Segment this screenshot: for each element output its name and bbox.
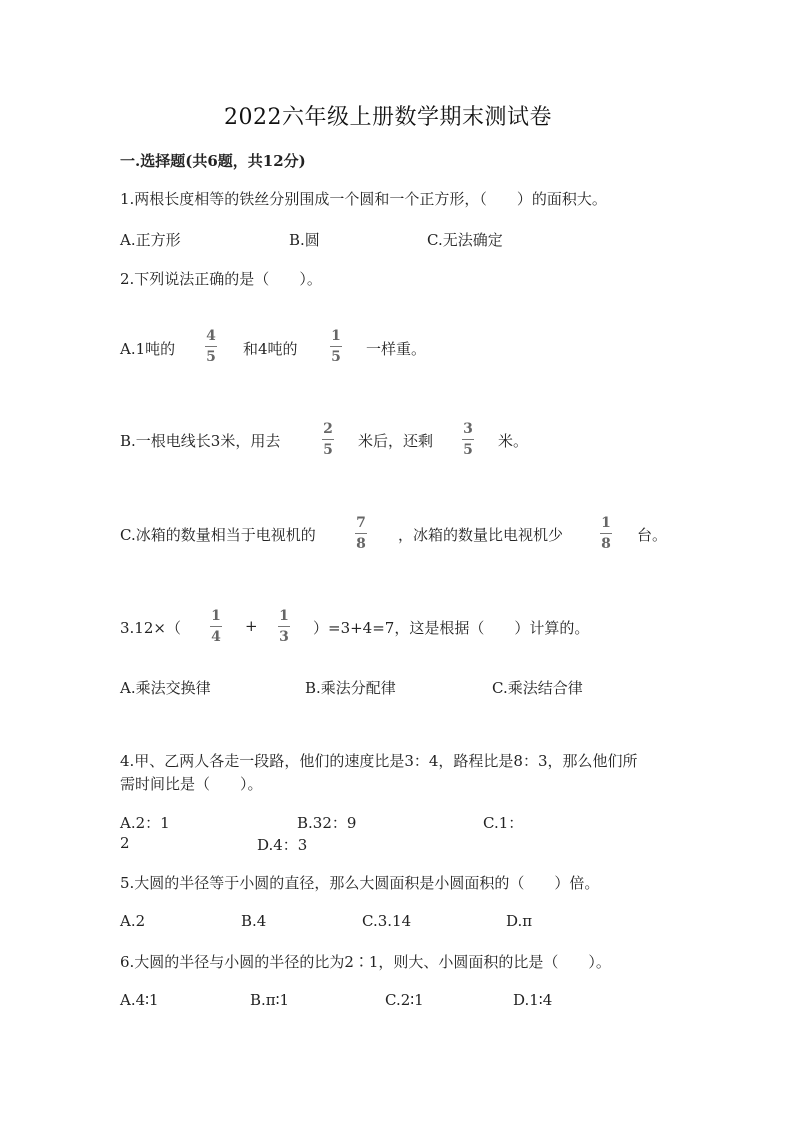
fraction-bar [330, 346, 342, 347]
q5-option-d: D.π [506, 912, 533, 930]
question-6-text: 6.大圆的半径与小圆的半径的比为2∶1，则大、小圆面积的比是（ ）。 [120, 953, 611, 971]
q6-option-d: D.1∶4 [513, 991, 553, 1009]
q2-option-b-middle: 米后，还剩 [358, 432, 434, 450]
q6-option-b: B.π∶1 [250, 991, 290, 1009]
q3-option-c: C.乘法结合律 [492, 679, 583, 697]
q5-option-b: B.4 [241, 912, 267, 930]
question-1-text: 1.两根长度相等的铁丝分别围成一个圆和一个正方形，（ ）的面积大。 [120, 190, 607, 208]
fraction-bar [322, 439, 334, 440]
fraction-bar [278, 626, 290, 627]
question-4-line-1: 4.甲、乙两人各走一段路，他们的速度比是3：4，路程比是8：3，那么他们所 [120, 752, 638, 770]
question-5-text: 5.大圆的半径等于小圆的直径，那么大圆面积是小圆面积的（ ）倍。 [120, 874, 600, 892]
q1-option-b: B.圆 [289, 231, 320, 249]
q2-option-a-suffix: 一样重。 [366, 340, 427, 358]
q2-option-c-prefix: C.冰箱的数量相当于电视机的 [120, 526, 316, 544]
denominator: 5 [463, 442, 473, 458]
numerator: 2 [323, 421, 333, 437]
q2-option-b-suffix: 米。 [498, 432, 529, 450]
denominator: 3 [279, 629, 289, 645]
q2-option-c-suffix: 台。 [637, 526, 668, 544]
numerator: 4 [206, 328, 216, 344]
q1-option-c: C.无法确定 [427, 231, 503, 249]
fraction-bar [600, 533, 612, 534]
fraction [330, 327, 342, 366]
q5-option-a: A.2 [120, 912, 146, 930]
fraction [355, 514, 367, 553]
q4-option-a: A.2：1 [120, 814, 170, 832]
q3-option-b: B.乘法分配律 [305, 679, 396, 697]
q6-option-c: C.2∶1 [385, 991, 424, 1009]
numerator: 1 [601, 515, 611, 531]
q4-option-d: D.4：3 [257, 836, 308, 854]
fraction [600, 514, 612, 553]
denominator: 5 [323, 442, 333, 458]
fraction-bar [210, 626, 222, 627]
fraction-bar [355, 533, 367, 534]
section-heading: 一.选择题(共6题，共12分) [120, 152, 306, 170]
denominator: 8 [356, 536, 366, 552]
fraction [210, 607, 222, 646]
q4-option-c: C.1： [483, 814, 524, 832]
q4-option-b: B.32：9 [297, 814, 357, 832]
numerator: 7 [356, 515, 366, 531]
q1-option-a: A.正方形 [120, 231, 181, 249]
numerator: 1 [331, 328, 341, 344]
denominator: 5 [331, 349, 341, 365]
q4-option-c-continued: 2 [120, 834, 130, 852]
fraction-bar [462, 439, 474, 440]
q2-option-a-middle: 和4吨的 [243, 340, 298, 358]
denominator: 5 [206, 349, 216, 365]
q6-option-a: A.4∶1 [120, 991, 159, 1009]
fraction [278, 607, 290, 646]
denominator: 4 [211, 629, 221, 645]
q2-option-c-middle: ，冰箱的数量比电视机少 [398, 526, 564, 544]
numerator: 3 [463, 421, 473, 437]
q5-option-c: C.3.14 [362, 912, 412, 930]
fraction [322, 420, 334, 459]
question-3-suffix: ）=3+4=7，这是根据（ ）计算的。 [313, 619, 590, 637]
fraction [205, 327, 217, 366]
question-3-prefix: 3.12×（ [120, 619, 181, 637]
denominator: 8 [601, 536, 611, 552]
page-title: 2022六年级上册数学期末测试卷 [224, 105, 552, 130]
q2-option-b-prefix: B.一根电线长3米，用去 [120, 432, 281, 450]
plus-sign: + [245, 617, 258, 635]
fraction [462, 420, 474, 459]
fraction-bar [205, 346, 217, 347]
numerator: 1 [279, 608, 289, 624]
question-2-text: 2.下列说法正确的是（ ）。 [120, 270, 322, 288]
q3-option-a: A.乘法交换律 [120, 679, 211, 697]
question-4-line-2: 需时间比是（ ）。 [120, 775, 263, 793]
numerator: 1 [211, 608, 221, 624]
q2-option-a-prefix: A.1吨的 [120, 340, 176, 358]
